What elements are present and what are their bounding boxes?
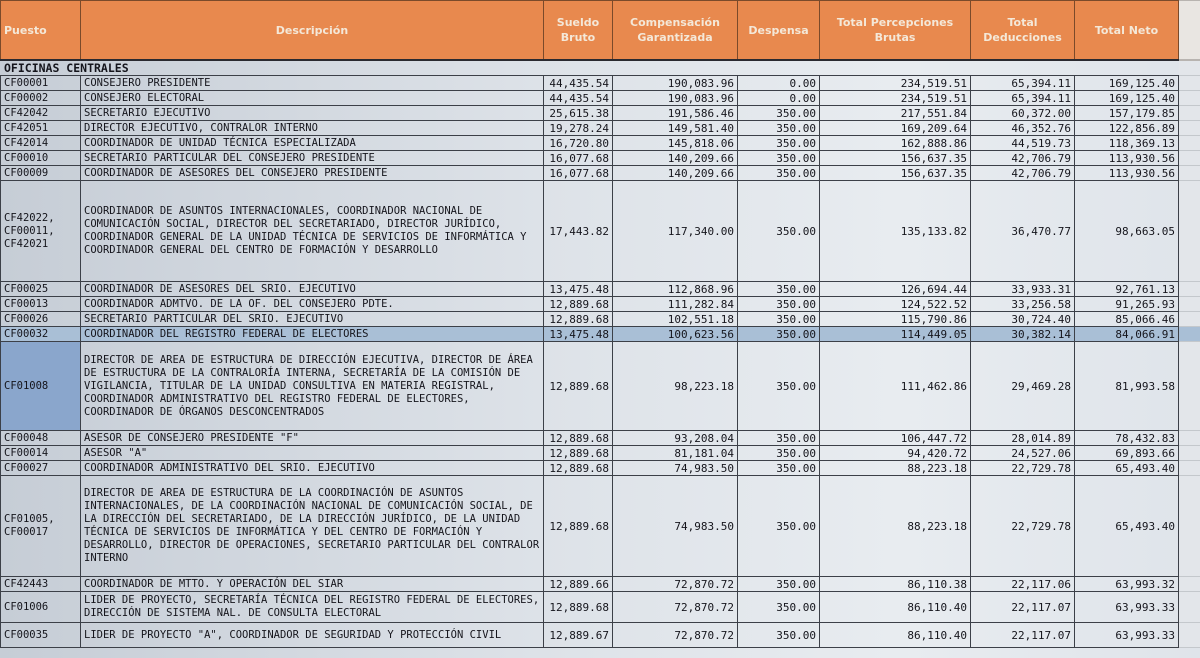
- row-neto[interactable]: 91,265.93: [1075, 297, 1179, 312]
- row-sueldo-bruto[interactable]: 12,889.68: [544, 342, 613, 431]
- table-row[interactable]: [1, 121, 1200, 136]
- row-code[interactable]: CF00032: [1, 327, 81, 342]
- row-sueldo-bruto[interactable]: 25,615.38: [544, 106, 613, 121]
- row-compensacion[interactable]: 100,623.56: [613, 327, 738, 342]
- row-percepciones[interactable]: 234,519.51: [820, 76, 971, 91]
- row-code[interactable]: CF00010: [1, 151, 81, 166]
- table-row[interactable]: [1, 446, 1200, 461]
- extra-cell[interactable]: [1179, 166, 1200, 181]
- row-neto[interactable]: 63,993.32: [1075, 577, 1179, 592]
- row-deducciones[interactable]: 22,729.78: [971, 461, 1075, 476]
- row-deducciones[interactable]: 22,729.78: [971, 476, 1075, 577]
- extra-cell[interactable]: [1179, 327, 1200, 342]
- row-despensa[interactable]: 350.00: [738, 312, 820, 327]
- row-compensacion[interactable]: 93,208.04: [613, 431, 738, 446]
- row-code[interactable]: CF00035: [1, 623, 81, 648]
- row-neto[interactable]: 118,369.13: [1075, 136, 1179, 151]
- row-despensa[interactable]: 350.00: [738, 181, 820, 282]
- row-code[interactable]: CF01005, CF00017: [1, 476, 81, 577]
- row-compensacion[interactable]: 74,983.50: [613, 476, 738, 577]
- row-percepciones[interactable]: 162,888.86: [820, 136, 971, 151]
- row-neto[interactable]: 113,930.56: [1075, 166, 1179, 181]
- table-row[interactable]: [1, 476, 1200, 577]
- row-neto[interactable]: 84,066.91: [1075, 327, 1179, 342]
- row-despensa[interactable]: 350.00: [738, 136, 820, 151]
- section-row: [1, 60, 1200, 76]
- row-sueldo-bruto[interactable]: 12,889.68: [544, 431, 613, 446]
- row-deducciones[interactable]: 33,933.31: [971, 282, 1075, 297]
- row-percepciones[interactable]: 88,223.18: [820, 476, 971, 577]
- row-description[interactable]: COORDINADOR DE ASESORES DEL SRIO. EJECUTIVO: [81, 282, 544, 297]
- extra-cell[interactable]: [1179, 151, 1200, 166]
- row-percepciones[interactable]: 111,462.86: [820, 342, 971, 431]
- row-despensa[interactable]: 350.00: [738, 446, 820, 461]
- row-percepciones[interactable]: 86,110.38: [820, 577, 971, 592]
- row-neto[interactable]: 113,930.56: [1075, 151, 1179, 166]
- row-compensacion[interactable]: 72,870.72: [613, 592, 738, 623]
- row-despensa[interactable]: 350.00: [738, 461, 820, 476]
- row-deducciones[interactable]: 33,256.58: [971, 297, 1075, 312]
- row-code[interactable]: CF42051: [1, 121, 81, 136]
- row-description[interactable]: SECRETARIO PARTICULAR DEL SRIO. EJECUTIVO: [81, 312, 544, 327]
- header-sueldo-bruto[interactable]: Sueldo Bruto: [544, 1, 613, 61]
- extra-cell[interactable]: [1179, 431, 1200, 446]
- row-despensa[interactable]: 350.00: [738, 121, 820, 136]
- row-compensacion[interactable]: 112,868.96: [613, 282, 738, 297]
- header-despensa[interactable]: Despensa: [738, 1, 820, 61]
- row-compensacion[interactable]: 72,870.72: [613, 577, 738, 592]
- row-compensacion[interactable]: 191,586.46: [613, 106, 738, 121]
- row-despensa[interactable]: 350.00: [738, 297, 820, 312]
- row-compensacion[interactable]: 117,340.00: [613, 181, 738, 282]
- table-row[interactable]: [1, 76, 1200, 91]
- row-despensa[interactable]: 350.00: [738, 327, 820, 342]
- header-puesto[interactable]: Puesto: [1, 1, 81, 61]
- row-deducciones[interactable]: 28,014.89: [971, 431, 1075, 446]
- row-code[interactable]: CF00013: [1, 297, 81, 312]
- row-sueldo-bruto[interactable]: 12,889.68: [544, 592, 613, 623]
- row-description[interactable]: SECRETARIO PARTICULAR DEL CONSEJERO PRESIDENTE: [81, 151, 544, 166]
- row-sueldo-bruto[interactable]: 12,889.67: [544, 623, 613, 648]
- row-despensa[interactable]: 0.00: [738, 91, 820, 106]
- extra-cell[interactable]: [1179, 106, 1200, 121]
- header-compensacion[interactable]: Compensación Garantizada: [613, 1, 738, 61]
- row-percepciones[interactable]: 169,209.64: [820, 121, 971, 136]
- extra-cell[interactable]: [1179, 476, 1200, 577]
- row-neto[interactable]: 157,179.85: [1075, 106, 1179, 121]
- table-row[interactable]: [1, 327, 1200, 342]
- header-deducciones[interactable]: Total Deducciones: [971, 1, 1075, 61]
- row-despensa[interactable]: 350.00: [738, 476, 820, 577]
- row-description[interactable]: CONSEJERO ELECTORAL: [81, 91, 544, 106]
- row-sueldo-bruto[interactable]: 13,475.48: [544, 327, 613, 342]
- row-sueldo-bruto[interactable]: 17,443.82: [544, 181, 613, 282]
- row-percepciones[interactable]: 124,522.52: [820, 297, 971, 312]
- row-percepciones[interactable]: 217,551.84: [820, 106, 971, 121]
- row-despensa[interactable]: 350.00: [738, 623, 820, 648]
- row-description[interactable]: DIRECTOR DE AREA DE ESTRUCTURA DE LA COORDINACIÓN DE ASUNTOS INTERNACIONALES, DE LA COORDINACIÓN NACIONAL DE COMUNICACIÓN SOCIAL, DE LA DIRECCIÓN DEL SECRETARIADO, DE LA DIRECCIÓN JURÍDICO, DE LA UNIDAD TÉCNICA DE SERVICIOS DE INFORMÁTICA Y DEL CENTRO DE FORMACIÓN Y DESARROLLO, DIRECTOR DE OPERACIONES, SECRETARIO PARTICULAR DEL CONTRALOR INTERNO: [81, 476, 544, 577]
- row-neto[interactable]: 169,125.40: [1075, 76, 1179, 91]
- row-sueldo-bruto[interactable]: 16,077.68: [544, 166, 613, 181]
- row-deducciones[interactable]: 29,469.28: [971, 342, 1075, 431]
- extra-cell[interactable]: [1179, 312, 1200, 327]
- row-description[interactable]: COORDINADOR ADMTVO. DE LA OF. DEL CONSEJERO PDTE.: [81, 297, 544, 312]
- header-descripcion[interactable]: Descripción: [81, 1, 544, 61]
- row-sueldo-bruto[interactable]: 12,889.68: [544, 476, 613, 577]
- row-percepciones[interactable]: 115,790.86: [820, 312, 971, 327]
- row-description[interactable]: COORDINADOR DE ASUNTOS INTERNACIONALES, COORDINADOR NACIONAL DE COMUNICACIÓN SOCIAL, DIRECTOR DEL SECRETARIADO, DIRECTOR JURÍDICO, COORDINADOR GENERAL DE LA UNIDAD TÉCNICA DE SERVICIOS DE INFORMÁTICA Y COORDINADOR GENERAL DEL CENTRO DE FORMACIÓN Y DESARROLLO: [81, 181, 544, 282]
- row-sueldo-bruto[interactable]: 19,278.24: [544, 121, 613, 136]
- section-title[interactable]: OFICINAS CENTRALES: [1, 60, 1179, 76]
- row-neto[interactable]: 78,432.83: [1075, 431, 1179, 446]
- row-percepciones[interactable]: 135,133.82: [820, 181, 971, 282]
- row-deducciones[interactable]: 46,352.76: [971, 121, 1075, 136]
- row-despensa[interactable]: 350.00: [738, 106, 820, 121]
- row-sueldo-bruto[interactable]: 13,475.48: [544, 282, 613, 297]
- header-extra-column[interactable]: [1179, 1, 1200, 61]
- row-description[interactable]: COORDINADOR DE UNIDAD TÉCNICA ESPECIALIZADA: [81, 136, 544, 151]
- row-compensacion[interactable]: 98,223.18: [613, 342, 738, 431]
- table-row[interactable]: [1, 312, 1200, 327]
- row-percepciones[interactable]: 88,223.18: [820, 461, 971, 476]
- extra-cell[interactable]: [1179, 577, 1200, 592]
- row-deducciones[interactable]: 65,394.11: [971, 91, 1075, 106]
- header-neto[interactable]: Total Neto: [1075, 1, 1179, 61]
- row-sueldo-bruto[interactable]: 12,889.68: [544, 312, 613, 327]
- row-compensacion[interactable]: 74,983.50: [613, 461, 738, 476]
- row-description[interactable]: ASESOR "A": [81, 446, 544, 461]
- row-despensa[interactable]: 350.00: [738, 166, 820, 181]
- row-deducciones[interactable]: 36,470.77: [971, 181, 1075, 282]
- row-code[interactable]: CF00002: [1, 91, 81, 106]
- row-code[interactable]: CF42022, CF00011, CF42021: [1, 181, 81, 282]
- row-neto[interactable]: 69,893.66: [1075, 446, 1179, 461]
- table-row[interactable]: [1, 136, 1200, 151]
- table-row[interactable]: [1, 431, 1200, 446]
- row-deducciones[interactable]: 22,117.06: [971, 577, 1075, 592]
- row-percepciones[interactable]: 86,110.40: [820, 592, 971, 623]
- header-percepciones[interactable]: Total Percepciones Brutas: [820, 1, 971, 61]
- table-row[interactable]: [1, 577, 1200, 592]
- table-row[interactable]: [1, 592, 1200, 623]
- row-description[interactable]: ASESOR DE CONSEJERO PRESIDENTE "F": [81, 431, 544, 446]
- extra-cell[interactable]: [1179, 592, 1200, 623]
- row-despensa[interactable]: 350.00: [738, 151, 820, 166]
- extra-cell[interactable]: [1179, 623, 1200, 648]
- row-neto[interactable]: 169,125.40: [1075, 91, 1179, 106]
- table-row[interactable]: [1, 282, 1200, 297]
- row-sueldo-bruto[interactable]: 12,889.68: [544, 297, 613, 312]
- row-deducciones[interactable]: 44,519.73: [971, 136, 1075, 151]
- table-row[interactable]: [1, 297, 1200, 312]
- row-despensa[interactable]: 350.00: [738, 282, 820, 297]
- row-code[interactable]: CF42042: [1, 106, 81, 121]
- extra-cell[interactable]: [1179, 76, 1200, 91]
- row-neto[interactable]: 65,493.40: [1075, 461, 1179, 476]
- row-sueldo-bruto[interactable]: 16,077.68: [544, 151, 613, 166]
- row-deducciones[interactable]: 60,372.00: [971, 106, 1075, 121]
- row-code[interactable]: CF42014: [1, 136, 81, 151]
- table-row[interactable]: [1, 151, 1200, 166]
- table-row[interactable]: [1, 181, 1200, 282]
- row-code[interactable]: CF00025: [1, 282, 81, 297]
- row-sueldo-bruto[interactable]: 44,435.54: [544, 91, 613, 106]
- row-compensacion[interactable]: 81,181.04: [613, 446, 738, 461]
- row-percepciones[interactable]: 94,420.72: [820, 446, 971, 461]
- row-deducciones[interactable]: 65,394.11: [971, 76, 1075, 91]
- row-description[interactable]: CONSEJERO PRESIDENTE: [81, 76, 544, 91]
- row-deducciones[interactable]: 22,117.07: [971, 623, 1075, 648]
- extra-cell[interactable]: [1179, 297, 1200, 312]
- table-row[interactable]: [1, 623, 1200, 648]
- row-deducciones[interactable]: 30,724.40: [971, 312, 1075, 327]
- row-compensacion[interactable]: 145,818.06: [613, 136, 738, 151]
- row-neto[interactable]: 98,663.05: [1075, 181, 1179, 282]
- row-deducciones[interactable]: 24,527.06: [971, 446, 1075, 461]
- row-deducciones[interactable]: 30,382.14: [971, 327, 1075, 342]
- row-percepciones[interactable]: 126,694.44: [820, 282, 971, 297]
- row-percepciones[interactable]: 114,449.05: [820, 327, 971, 342]
- row-description[interactable]: COORDINADOR ADMINISTRATIVO DEL SRIO. EJECUTIVO: [81, 461, 544, 476]
- extra-cell[interactable]: [1179, 60, 1200, 76]
- row-compensacion[interactable]: 72,870.72: [613, 623, 738, 648]
- table-row[interactable]: [1, 166, 1200, 181]
- row-code[interactable]: CF00001: [1, 76, 81, 91]
- row-description[interactable]: SECRETARIO EJECUTIVO: [81, 106, 544, 121]
- row-code[interactable]: CF00009: [1, 166, 81, 181]
- row-compensacion[interactable]: 190,083.96: [613, 76, 738, 91]
- row-description[interactable]: COORDINADOR DEL REGISTRO FEDERAL DE ELECTORES: [81, 327, 544, 342]
- row-neto[interactable]: 63,993.33: [1075, 592, 1179, 623]
- row-compensacion[interactable]: 102,551.18: [613, 312, 738, 327]
- row-deducciones[interactable]: 42,706.79: [971, 166, 1075, 181]
- extra-cell[interactable]: [1179, 121, 1200, 136]
- extra-cell[interactable]: [1179, 342, 1200, 431]
- header-row: [1, 1, 1200, 61]
- table-row[interactable]: [1, 461, 1200, 476]
- row-neto[interactable]: 63,993.33: [1075, 623, 1179, 648]
- row-code[interactable]: CF00048: [1, 431, 81, 446]
- row-despensa[interactable]: 350.00: [738, 431, 820, 446]
- row-sueldo-bruto[interactable]: 44,435.54: [544, 76, 613, 91]
- row-compensacion[interactable]: 140,209.66: [613, 166, 738, 181]
- row-despensa[interactable]: 350.00: [738, 592, 820, 623]
- row-percepciones[interactable]: 234,519.51: [820, 91, 971, 106]
- row-code[interactable]: CF01008: [1, 342, 81, 431]
- row-code[interactable]: CF42443: [1, 577, 81, 592]
- row-description[interactable]: DIRECTOR EJECUTIVO, CONTRALOR INTERNO: [81, 121, 544, 136]
- row-code[interactable]: CF01006: [1, 592, 81, 623]
- row-compensacion[interactable]: 140,209.66: [613, 151, 738, 166]
- row-code[interactable]: CF00026: [1, 312, 81, 327]
- extra-cell[interactable]: [1179, 91, 1200, 106]
- extra-cell[interactable]: [1179, 136, 1200, 151]
- row-sueldo-bruto[interactable]: 12,889.68: [544, 446, 613, 461]
- row-neto[interactable]: 92,761.13: [1075, 282, 1179, 297]
- row-compensacion[interactable]: 190,083.96: [613, 91, 738, 106]
- row-sueldo-bruto[interactable]: 16,720.80: [544, 136, 613, 151]
- row-code[interactable]: CF00027: [1, 461, 81, 476]
- row-deducciones[interactable]: 42,706.79: [971, 151, 1075, 166]
- row-sueldo-bruto[interactable]: 12,889.66: [544, 577, 613, 592]
- row-description[interactable]: COORDINADOR DE MTTO. Y OPERACIÓN DEL SIAR: [81, 577, 544, 592]
- table-row[interactable]: [1, 106, 1200, 121]
- row-sueldo-bruto[interactable]: 12,889.68: [544, 461, 613, 476]
- row-despensa[interactable]: 0.00: [738, 76, 820, 91]
- row-despensa[interactable]: 350.00: [738, 577, 820, 592]
- row-description[interactable]: LIDER DE PROYECTO "A", COORDINADOR DE SEGURIDAD Y PROTECCIÓN CIVIL: [81, 623, 544, 648]
- row-deducciones[interactable]: 22,117.07: [971, 592, 1075, 623]
- row-percepciones[interactable]: 106,447.72: [820, 431, 971, 446]
- row-percepciones[interactable]: 86,110.40: [820, 623, 971, 648]
- row-neto[interactable]: 122,856.89: [1075, 121, 1179, 136]
- row-percepciones[interactable]: 156,637.35: [820, 151, 971, 166]
- extra-cell[interactable]: [1179, 446, 1200, 461]
- row-compensacion[interactable]: 149,581.40: [613, 121, 738, 136]
- extra-cell[interactable]: [1179, 181, 1200, 282]
- row-description[interactable]: LIDER DE PROYECTO, SECRETARÍA TÉCNICA DEL REGISTRO FEDERAL DE ELECTORES, DIRECCIÓN DE SISTEMA NAL. DE CONSULTA ELECTORAL: [81, 592, 544, 623]
- row-code[interactable]: CF00014: [1, 446, 81, 461]
- table-row[interactable]: [1, 91, 1200, 106]
- row-neto[interactable]: 81,993.58: [1075, 342, 1179, 431]
- extra-cell[interactable]: [1179, 282, 1200, 297]
- row-compensacion[interactable]: 111,282.84: [613, 297, 738, 312]
- row-description[interactable]: COORDINADOR DE ASESORES DEL CONSEJERO PRESIDENTE: [81, 166, 544, 181]
- row-despensa[interactable]: 350.00: [738, 342, 820, 431]
- table-row[interactable]: [1, 342, 1200, 431]
- extra-cell[interactable]: [1179, 461, 1200, 476]
- row-description[interactable]: DIRECTOR DE AREA DE ESTRUCTURA DE DIRECCIÓN EJECUTIVA, DIRECTOR DE ÁREA DE ESTRUCTURA DE LA CONTRALORÍA INTERNA, SECRETARÍA DE LA COMISIÓN DE VIGILANCIA, TITULAR DE LA UNIDAD CONSULTIVA EN MATERIA REGISTRAL, COORDINADOR ADMINISTRATIVO DEL REGISTRO FEDERAL DE ELECTORES, COORDINADOR DE ÓRGANOS DESCONCENTRADOS: [81, 342, 544, 431]
- row-neto[interactable]: 65,493.40: [1075, 476, 1179, 577]
- row-neto[interactable]: 85,066.46: [1075, 312, 1179, 327]
- row-percepciones[interactable]: 156,637.35: [820, 166, 971, 181]
